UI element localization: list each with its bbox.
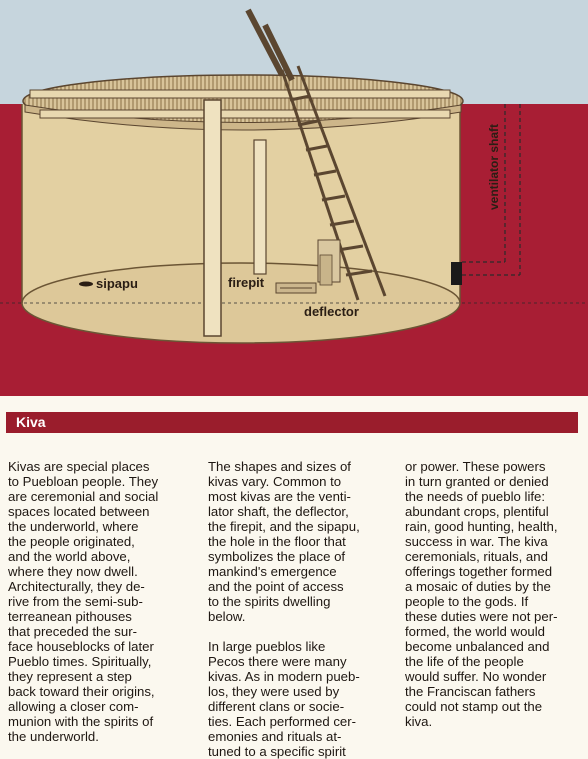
text-column-1: Kivas are special places to Puebloan people. They are ceremonial and social spaces located between the underworld, where the people originated, and the world above, where they now dwell. Architecturally, they de- rive from the semi-sub- terreanean pithouses that preceded the sur- face houseblocks of later Pueblo times. Spiritually, they represent a step back toward their origins, allowing a closer com- munion with the spirits of the underworld. — [8, 459, 159, 744]
firepit — [276, 283, 316, 293]
support-post — [254, 140, 266, 274]
label-ventilator-shaft: ventilator shaft — [487, 123, 501, 210]
sipapu — [79, 282, 93, 287]
label-deflector: deflector — [304, 304, 359, 319]
section-title: Kiva — [16, 414, 46, 430]
vent-opening — [451, 262, 462, 285]
text-column-2: The shapes and sizes of kivas vary. Common to most kivas are the venti- lator shaft, the deflector, the firepit, and the sipapu, the hole in the floor that symbolizes the place of mankind's emergence and the point of access to the spirits dwelling below. In large pueblos like Pecos there were many kivas. As in modern pueb- los, they were used by different clans or socie- ties. Each performed cer- emonies and rituals at- tuned to a specific spirit — [208, 459, 360, 759]
support-post — [204, 100, 221, 336]
section-title-bar — [6, 412, 578, 433]
text-column-3: or power. These powers in turn granted or denied the needs of pueblo life: abundant crops, plentiful rain, good hunting, health, success in war. The kiva ceremonials, rituals, and offerings together formed a mosaic of duties by the people to the gods. If these duties were not per- formed, the world would become unbalanced and the life of the people would suffer. No wonder the Franciscan fathers could not stamp out the kiva. — [405, 459, 558, 729]
label-firepit: firepit — [228, 275, 265, 290]
label-sipapu: sipapu — [96, 276, 138, 291]
